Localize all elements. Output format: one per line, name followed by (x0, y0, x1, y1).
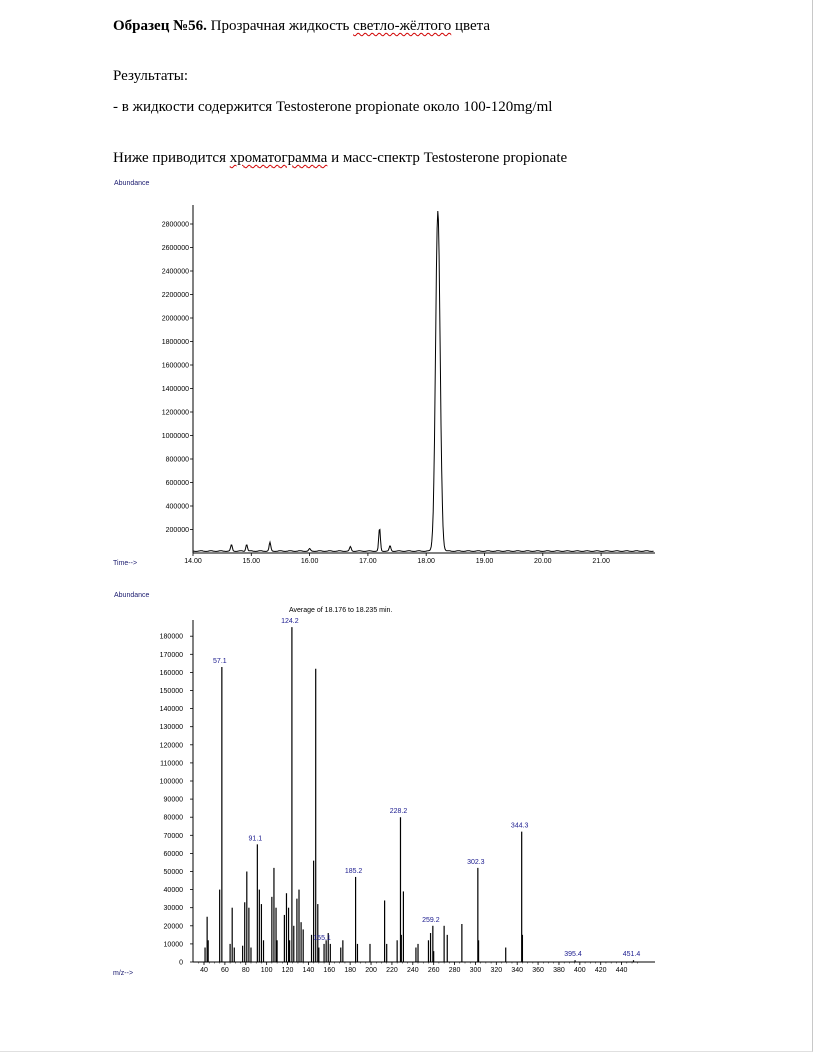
chromatogram-trace (193, 211, 654, 551)
spectrum-peak-label: 91.1 (248, 835, 263, 843)
spectrum-ytick-label: 170000 (159, 651, 183, 659)
chromatogram-ytick-label: 1200000 (161, 409, 189, 417)
spectrum-xtick-label: 260 (427, 967, 440, 974)
spectrum-ytick-label: 60000 (163, 850, 183, 858)
chromatogram-xtick-label: 15.00 (242, 558, 261, 565)
spectrum-ytick-label: 80000 (163, 814, 183, 822)
chromatogram-xtick-label: 18.00 (417, 558, 435, 565)
spectrum-ytick-label: 120000 (159, 742, 183, 750)
spectrum-xlabel: m/z--> (113, 970, 134, 977)
spectrum-peak-label: 259.2 (422, 916, 440, 924)
chromatogram-ytick-label: 2400000 (161, 268, 189, 276)
chromatogram-ytick-label: 1600000 (161, 362, 189, 370)
spectrum-xtick-label: 400 (573, 967, 586, 974)
results-title: Результаты: (113, 68, 188, 84)
spectrum-ytick-label: 150000 (159, 688, 183, 695)
spectrum-xtick-label: 120 (281, 967, 294, 974)
spectrum-peak-label: 185.2 (344, 867, 363, 875)
chromatogram-xtick-label: 16.00 (300, 558, 319, 565)
spectrum-peak-label: 57.1 (213, 657, 227, 665)
chromatogram-xtick-label: 17.00 (359, 558, 377, 565)
intro-a: Ниже приводится (113, 150, 230, 166)
chromatogram-ytick-label: 1400000 (161, 386, 189, 393)
chromatogram-ytick-label: 1800000 (161, 339, 189, 346)
spectrum-xtick-label: 340 (511, 967, 524, 974)
spectrum-ytick-label: 40000 (163, 887, 183, 895)
intro-b: хроматограмма (229, 150, 328, 166)
spectrum-xtick-label: 180 (344, 967, 357, 974)
spectrum-xtick-label: 380 (553, 967, 565, 974)
chromatogram-xtick-label: 14.00 (184, 558, 202, 565)
chromatogram-ytick-label: 2000000 (161, 315, 189, 323)
spectrum-peak-label: 451.4 (622, 951, 641, 959)
chromatogram-ytick-label: 200000 (165, 527, 189, 534)
spectrum-ytick-label: 0 (179, 959, 183, 967)
spectrum-xtick-label: 420 (594, 967, 607, 974)
spectrum-ytick-label: 180000 (159, 633, 183, 641)
spectrum-xtick-label: 200 (365, 967, 377, 974)
spectrum-ytick-label: 160000 (159, 669, 183, 677)
sample-description-b: светло-жёлтого (353, 18, 452, 34)
spectrum-xtick-label: 80 (241, 967, 250, 974)
spectrum-xtick-label: 60 (220, 967, 229, 974)
spectrum-xtick-label: 100 (260, 967, 273, 974)
spectrum-xtick-label: 280 (448, 967, 461, 974)
spectrum-annotation: Average of 18.176 to 18.235 min. (289, 607, 393, 614)
spectrum-xtick-label: 160 (323, 967, 336, 974)
chromatogram-ytick-label: 800000 (165, 456, 189, 464)
spectrum-ylabel: Abundance (114, 592, 150, 599)
mass-spectrum (113, 592, 655, 977)
chromatogram-xtick-label: 21.00 (592, 558, 610, 565)
spectrum-xtick-label: 140 (302, 967, 315, 974)
chromatogram-ytick-label: 400000 (165, 503, 189, 511)
spectrum-peak-label: 344.3 (510, 822, 529, 830)
spectrum-ytick-label: 140000 (159, 706, 183, 714)
chromatogram-xtick-label: 20.00 (534, 558, 552, 565)
chromatogram (113, 180, 655, 567)
chromatogram-ytick-label: 1000000 (161, 433, 189, 440)
spectrum-ytick-label: 50000 (163, 869, 183, 876)
spectrum-peak-label: 124.2 (281, 618, 299, 626)
sample-description-c: цвета (451, 18, 491, 34)
chromatogram-ytick-label: 2200000 (161, 292, 189, 299)
spectrum-ytick-label: 130000 (159, 724, 183, 732)
sample-description-a: Прозрачная жидкость (206, 18, 354, 34)
spectrum-ytick-label: 20000 (163, 923, 183, 931)
chromatogram-ytick-label: 2800000 (161, 221, 189, 229)
spectrum-xtick-label: 300 (469, 967, 482, 974)
chromatogram-ytick-label: 600000 (165, 480, 189, 487)
spectrum-ytick-label: 90000 (163, 796, 183, 804)
spectrum-peak-label: 395.4 (564, 951, 582, 959)
spectrum-xtick-label: 40 (200, 967, 208, 974)
sample-label: Образец №56. (113, 18, 207, 34)
spectrum-peak-label: 155.1 (313, 934, 331, 942)
spectrum-xtick-label: 320 (490, 967, 503, 974)
spectrum-ytick-label: 70000 (163, 832, 183, 840)
spectrum-peak-label: 228.2 (389, 808, 408, 816)
spectrum-xtick-label: 220 (386, 967, 398, 974)
results-line: - в жидкости содержится Testosterone propionate около 100-120mg/ml (113, 99, 553, 115)
spectrum-ytick-label: 30000 (163, 905, 183, 913)
spectrum-ytick-label: 10000 (163, 941, 183, 949)
chromatogram-xlabel: Time--> (113, 560, 138, 567)
spectrum-xtick-label: 360 (532, 967, 544, 974)
spectrum-ytick-label: 100000 (159, 778, 183, 786)
spectrum-ytick-label: 110000 (160, 760, 183, 768)
chromatogram-ytick-label: 2600000 (161, 245, 189, 252)
chromatogram-xtick-label: 19.00 (475, 558, 494, 565)
chromatogram-ylabel: Abundance (114, 180, 150, 187)
spectrum-xtick-label: 440 (615, 967, 628, 974)
spectrum-peak-label: 302.3 (467, 858, 485, 866)
spectrum-xtick-label: 240 (406, 967, 419, 974)
intro-c: и масс-спектр Testosterone propionate (327, 150, 568, 166)
